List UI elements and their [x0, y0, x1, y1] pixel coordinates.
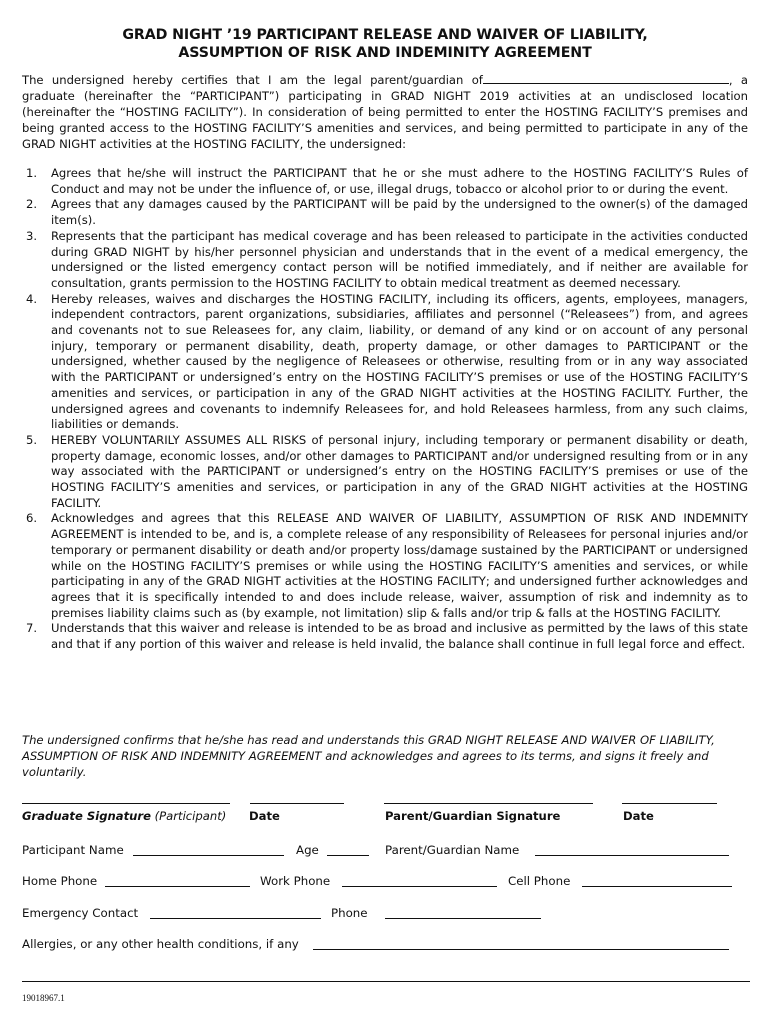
work-phone-field[interactable] [342, 886, 497, 887]
clause-text: Hereby releases, waives and discharges the HOSTING FACILITY, including its officers, agents, employees, managers, independent contractors, parent organizations, subsidiaries, affiliates and personnel (“Releasees”) from, and agrees and covenants not to sue Releasees for, any claim, liability, or demand of any kind or on account of any personal injury, temporary or permanent disability, death, property damage, or other damages to PARTICIPANT or the undersigned, whether caused by the negligence of Releasees or otherwise, resulting from or in any way associated with the PARTICIPANT or undersigned’s entry on the HOSTING FACILITY’S premises or use of the HOSTING FACILITY’S amenities and services, or participation in any of the GRAD NIGHT activities at the HOSTING FACILITY. Further, the undersigned agrees and covenants to indemnify Releasees for, and hold Releasees harmless, from any such claims, liabilities or demands. [51, 291, 748, 432]
clause-item [22, 621, 748, 652]
emergency-phone-field[interactable] [385, 918, 541, 919]
form-title-line-2: ASSUMPTION OF RISK AND INDEMINITY AGREEMENT [178, 45, 592, 61]
allergies-continuation-line[interactable] [22, 981, 750, 982]
clause-item [22, 511, 748, 621]
participant-name-field[interactable] [133, 855, 284, 856]
confirmation-statement: The undersigned confirms that he/she has read and understands this GRAD NIGHT RELEASE AND WAIVER OF LIABILITY, ASSUMPTION OF RISK AND INDEMNITY AGREEMENT and acknowledges and agrees to its terms, and signs it freely and voluntarily. [22, 733, 715, 779]
parent-name-field[interactable] [535, 855, 729, 856]
clause-item [22, 197, 748, 228]
participant-paren-label: (Participant) [150, 809, 227, 823]
form-title-line-1: GRAD NIGHT ’19 PARTICIPANT RELEASE AND WAIVER OF LIABILITY, [122, 27, 648, 43]
clause-item [22, 229, 748, 292]
emergency-contact-field[interactable] [150, 918, 321, 919]
document-number: 19018967.1 [22, 993, 65, 1003]
cell-phone-field[interactable] [582, 886, 732, 887]
work-phone-label: Work Phone [260, 874, 331, 888]
home-phone-label: Home Phone [22, 874, 98, 888]
graduate-date-label: Date [249, 809, 280, 823]
home-phone-field[interactable] [105, 886, 250, 887]
clause-number: 7. [26, 621, 38, 636]
clause-text: Acknowledges and agrees that this RELEASE AND WAIVER OF LIABILITY, ASSUMPTION OF RISK AND INDEMNITY AGREEMENT is intended to be, and is, a complete release of any responsibility of Releasees for personal injuries and/or temporary or permanent disability or death and/or property loss/damage sustained by the PARTICIPANT or undersigned while on the HOSTING FACILITY’S premises or while using the HOSTING FACILITY’S amenities and services, or while participating in any of the GRAD NIGHT activities at the HOSTING FACILITY; and undersigned further acknowledges and agrees that it is specifically intended to and does include release, waiver, assumption of risk and indemnity as to premises liability claims such as (by example, not limitation) slip & falls and/or trip & falls at the HOSTING FACILITY. [51, 511, 748, 620]
emergency-contact-label: Emergency Contact [22, 906, 139, 920]
parent-name-label: Parent/Guardian Name [385, 843, 520, 857]
clause-item [22, 166, 748, 197]
parent-date-label: Date [623, 809, 654, 823]
allergies-field[interactable] [313, 949, 729, 950]
parent-date-line[interactable] [622, 803, 717, 804]
emergency-phone-label: Phone [331, 906, 368, 920]
clause-item [22, 433, 748, 512]
graduate-signature-line[interactable] [22, 803, 230, 804]
agreement-clauses-list [22, 166, 748, 653]
intro-text-start: The undersigned hereby certifies that I am the legal parent/guardian of [22, 73, 483, 87]
clause-number: 3. [26, 228, 38, 243]
clause-text: Agrees that he/she will instruct the PARTICIPANT that he or she must adhere to the HOSTING FACILITY’S Rules of Conduct and may not be under the influence of, or use, illegal drugs, tobacco or alcohol prior to or during the event. [51, 166, 748, 196]
clause-item [22, 292, 748, 433]
parent-signature-line[interactable] [384, 803, 593, 804]
clause-text: Agrees that any damages caused by the PARTICIPANT will be paid by the undersigned to the owner(s) of the damaged item(s). [51, 197, 748, 228]
allergies-label: Allergies, or any other health conditions, if any [22, 937, 299, 951]
participant-name-label: Participant Name [22, 843, 124, 857]
clause-number: 1. [26, 166, 38, 180]
clause-number: 2. [26, 197, 38, 212]
intro-paragraph [22, 72, 748, 152]
clause-number: 4. [26, 291, 38, 306]
clause-number: 5. [26, 432, 38, 447]
graduate-date-line[interactable] [250, 803, 344, 804]
clause-text: HEREBY VOLUNTARILY ASSUMES ALL RISKS of personal injury, including temporary or permanent disability or death, property damage, economic losses, and/or other damages to PARTICIPANT and/or undersigned resulting from or in any way associated with the PARTICIPANT or undersigned’s entry on the HOSTING FACILITY’S premises or use of the HOSTING FACILITY’S amenities and services, or participation in any of the GRAD NIGHT activities at the HOSTING FACILITY. [51, 432, 748, 510]
intro-text-rest: , a graduate (hereinafter the “PARTICIPANT”) participating in GRAD NIGHT 2019 activities at an undisclosed location (hereinafter the “HOSTING FACILITY”). In consideration of being permitted to enter the HOSTING FACILITY’S premises and being granted access to the HOSTING FACILITY’S amenities and services, and being permitted to participate in any of the GRAD NIGHT activities at the HOSTING FACILITY, the undersigned: [22, 73, 748, 151]
clause-text: Represents that the participant has medical coverage and has been released to participate in the activities conducted during GRAD NIGHT by his/her personnel physician and understands that in the event of a medical emergency, the undersigned or the listed emergency contact person will be notified immediately, and if neither are available for consultation, grants permission to the HOSTING FACILITY to obtain medical treatment as deemed necessary. [51, 228, 748, 290]
graduate-signature-label-bold: Graduate Signature [22, 809, 151, 823]
age-field[interactable] [327, 855, 369, 856]
graduate-name-blank[interactable] [483, 72, 729, 84]
parent-signature-label: Parent/Guardian Signature [385, 809, 561, 823]
cell-phone-label: Cell Phone [508, 874, 571, 888]
age-label: Age [296, 843, 319, 857]
clause-number: 6. [26, 511, 38, 526]
clause-text: Understands that this waiver and release is intended to be as broad and inclusive as permitted by the laws of this state and that if any portion of this waiver and release is held invalid, the balance shall continue in full legal force and effect. [51, 621, 748, 652]
graduate-signature-label [22, 809, 226, 823]
